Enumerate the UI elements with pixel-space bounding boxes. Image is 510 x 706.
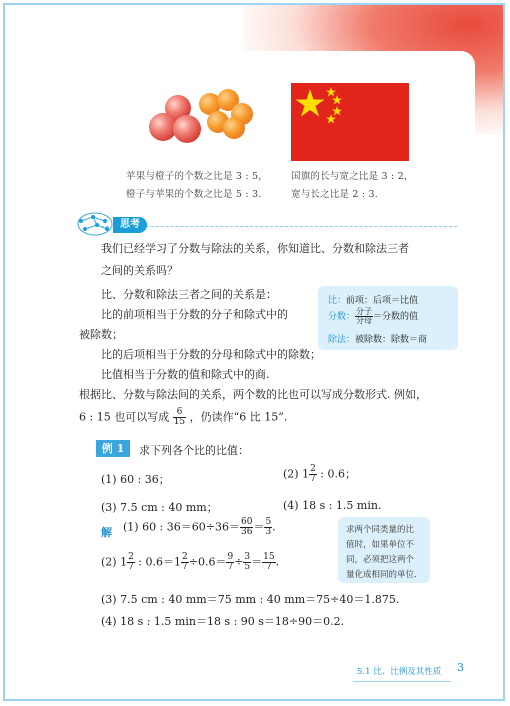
fraction-denominator: 3 (265, 527, 272, 537)
def-division-label: 除法： (328, 335, 356, 345)
solution-2-b: : 0.6＝1 (134, 555, 182, 569)
fraction (243, 553, 251, 572)
problem-2-a: (2) 1 (283, 467, 310, 481)
fraction-numerator: 15 (263, 552, 275, 562)
def-division-text: 被除数：除数＝商 (355, 335, 428, 345)
body-line-5: 比值相当于分数的值和除式中的商. (101, 368, 270, 381)
def-ratio-text: 前项：后项＝比值 (346, 296, 419, 306)
body-line-7-a: 6 : 15 也可以写成 (79, 410, 170, 424)
solution-1-a: (1) 60 : 36＝60÷36＝ (123, 520, 240, 534)
fraction (309, 465, 317, 484)
fraction-numerator: 5 (265, 517, 272, 527)
body-line-6: 根据比、分数与除法间的关系，两个数的比也可以写成分数形式. 例如， (79, 388, 427, 401)
def-row-division (328, 332, 427, 345)
body-line-3: 被除数； (79, 328, 123, 341)
fraction-numerator: 9 (227, 552, 234, 562)
think-text-2: 之间的关系吗？ (101, 264, 178, 277)
body-line-2: 比的前项相当于分数的分子和除式中的 (101, 308, 288, 321)
caption-fruit-2: 橙子与苹果的个数之比是 5 : 3. (126, 189, 262, 200)
fraction (262, 553, 275, 572)
fraction (181, 553, 189, 572)
orange-icon (223, 117, 245, 139)
problem-4: (4) 18 s : 1.5 min. (283, 499, 382, 512)
brain-network-icon (75, 209, 117, 239)
caption-flag-1: 国旗的长与宽之比是 3 : 2， (291, 171, 414, 182)
problem-2 (283, 465, 356, 484)
body-line-7-b: ，仍读作“6 比 15”. (189, 410, 288, 424)
fraction-numerator: 3 (244, 552, 251, 562)
body-line-1: 比、分数和除法三者之间的关系是： (101, 288, 277, 301)
fruit-illustration (145, 89, 260, 149)
period: . (272, 520, 276, 534)
caption-flag-2: 宽与长之比是 2 : 3. (291, 189, 378, 200)
fraction-denominator: 36 (240, 527, 253, 537)
solution-2 (101, 553, 279, 572)
solution-2-c: ÷0.6＝ (188, 555, 227, 569)
solution-2-d: ÷ (234, 555, 244, 569)
equals-sign: ＝ (253, 520, 265, 534)
page-number: 3 (457, 661, 464, 674)
solution-2-a: (2) 1 (101, 555, 128, 569)
think-label: 思考 (113, 217, 147, 233)
def-fraction-text: ＝分数的值 (373, 312, 419, 322)
definitions-box (318, 286, 458, 350)
body-line-7 (79, 408, 287, 427)
footer-section: 5.1 比、比例及其性质 (357, 667, 442, 677)
national-flag-image (291, 83, 409, 161)
solution-1 (123, 518, 276, 537)
def-row-ratio (328, 293, 418, 306)
fraction (173, 408, 186, 427)
fraction-numerator: 2 (182, 552, 188, 562)
fraction-denominator: 7 (266, 562, 272, 572)
def-ratio-label: 比： (328, 296, 347, 306)
apple-icon (173, 115, 201, 143)
problem-2-b: : 0.6； (316, 467, 357, 481)
fraction-denominator: 7 (128, 562, 134, 572)
page-frame (3, 3, 505, 701)
fraction-denominator: 分母 (356, 316, 373, 325)
unit-note-box: 求两个同类量的比值时，如果单位不同，必须把这两个量化成相同的单位. (338, 517, 430, 583)
fraction-numerator: 2 (128, 552, 134, 562)
flag-stars-icon (291, 83, 409, 161)
fraction-denominator: 7 (182, 562, 188, 572)
solution-2-e: ＝ (251, 555, 263, 569)
footer-rule (353, 681, 451, 682)
caption-fruit-1: 苹果与橙子的个数之比是 3 : 5， (126, 171, 268, 182)
def-row-fraction (328, 308, 418, 325)
example-prompt: 求下列各个比的比值： (139, 444, 249, 457)
body-line-4: 比的后项相当于分数的分母和除式中的除数； (101, 348, 321, 361)
fraction-numerator: 6 (173, 408, 186, 418)
think-divider (101, 226, 457, 228)
fraction-numerator: 分子 (356, 307, 373, 316)
fraction-numerator: 60 (240, 517, 253, 527)
def-fraction-label: 分数： (328, 312, 356, 322)
fraction-denominator: 5 (244, 562, 251, 572)
fraction (240, 518, 253, 537)
think-text-1: 我们已经学习了分数与除法的关系，你知道比、分数和除法三者 (101, 242, 409, 255)
fraction-denominator: 15 (173, 417, 186, 427)
solution-3: (3) 7.5 cm : 40 mm＝75 mm : 40 mm＝75÷40＝1.875. (101, 593, 400, 606)
period: . (275, 555, 280, 569)
fraction (264, 518, 272, 537)
fraction (355, 308, 373, 325)
fraction (127, 553, 135, 572)
example-label: 例 1 (96, 440, 130, 457)
solution-4: (4) 18 s : 1.5 min＝18 s : 90 s＝18÷90＝0.2. (101, 615, 345, 628)
fraction-numerator: 2 (310, 464, 316, 474)
fraction-denominator: 7 (310, 474, 316, 484)
solution-label: 解 (101, 526, 112, 539)
problem-1: (1) 60 : 36； (101, 473, 170, 486)
fraction-denominator: 7 (227, 562, 234, 572)
problem-3: (3) 7.5 cm : 40 mm； (101, 501, 218, 514)
